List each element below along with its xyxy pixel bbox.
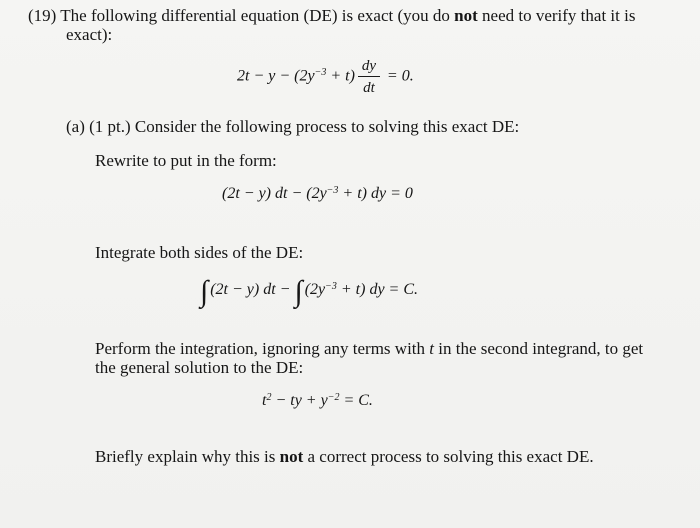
- step1-label: Rewrite to put in the form:: [95, 151, 277, 170]
- step2-equation-exponent: −3: [325, 280, 337, 292]
- question-intro-text-2: need to verify that it is: [477, 6, 636, 25]
- solution-c: = C.: [339, 392, 373, 409]
- general-solution: [262, 391, 373, 413]
- explain-question-text-2: a correct process to solving this exact DE.: [303, 447, 594, 466]
- integral-symbol-2: ∫: [294, 275, 303, 308]
- step1-equation: [222, 184, 413, 206]
- question-intro-line2: exact):: [66, 25, 113, 44]
- question-number: (19): [28, 6, 57, 25]
- step2-equation-b: (2y: [304, 281, 326, 298]
- step2-equation-c: + t) dy = C.: [336, 281, 419, 298]
- solution-a: t: [262, 392, 267, 409]
- explain-question-text-1: Briefly explain why this is: [95, 447, 280, 466]
- main-equation-exponent: −3: [314, 67, 327, 79]
- step3-variable: t: [429, 339, 434, 358]
- part-a-label: (a) (1 pt.) Consider the following process to solving this exact DE:: [66, 117, 520, 136]
- step2-label: Integrate both sides of the DE:: [95, 243, 304, 262]
- main-equation: [237, 58, 414, 96]
- main-equation-left-b: + t): [326, 67, 355, 85]
- explain-question: [95, 447, 594, 467]
- question-intro-text-1: The following differential equation (DE) is exact (you do: [60, 6, 455, 25]
- explain-question-not: not: [279, 447, 304, 466]
- step3-text-2: in the second integrand, to get: [434, 339, 644, 358]
- step2-equation-a: (2t − y) dt −: [210, 281, 295, 298]
- step3-line1: [95, 339, 643, 359]
- solution-exponent-2: −2: [327, 391, 340, 403]
- integral-symbol-1: ∫: [200, 275, 209, 308]
- main-equation-left-a: 2t − y − (2y: [237, 67, 315, 85]
- step3-text-1: Perform the integration, ignoring any terms with: [95, 339, 430, 358]
- main-equation-rhs: = 0.: [382, 67, 414, 85]
- question-intro-line1: [28, 6, 635, 26]
- step3-line2: the general solution to the DE:: [95, 358, 304, 377]
- main-equation-fraction-denominator: dt: [363, 80, 375, 96]
- main-equation-derivative-fraction: [357, 58, 381, 96]
- step1-equation-b: + t) dy = 0: [338, 185, 413, 202]
- question-intro-not: not: [454, 6, 478, 25]
- step1-equation-a: (2t − y) dt − (2y: [222, 185, 327, 202]
- solution-exponent-1: 2: [266, 391, 272, 403]
- solution-b: − ty + y: [271, 392, 328, 409]
- step2-equation: [200, 275, 419, 308]
- main-equation-fraction-numerator: dy: [361, 58, 376, 74]
- main-equation-fraction-bar: [358, 76, 380, 77]
- step1-equation-exponent: −3: [326, 184, 339, 196]
